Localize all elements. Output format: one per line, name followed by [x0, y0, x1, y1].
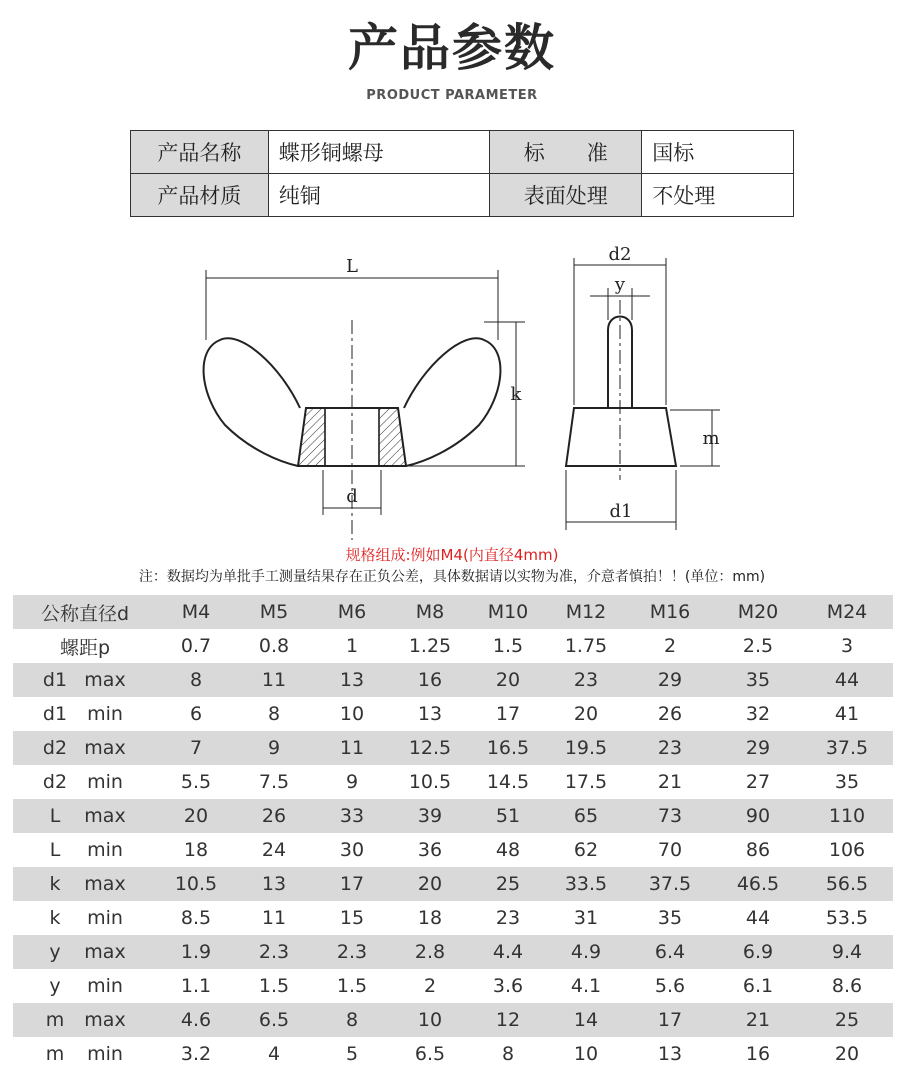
- spec-cell: 86: [715, 833, 801, 867]
- spec-cell: 12.5: [391, 731, 469, 765]
- spec-cell: 1: [313, 629, 391, 663]
- spec-cell: 6.5: [235, 1003, 313, 1037]
- dim-label-d2: d2: [608, 244, 632, 265]
- spec-row: [13, 1037, 893, 1071]
- spec-cell: 2.3: [235, 935, 313, 969]
- spec-col-header: M10: [469, 595, 547, 629]
- spec-cell: 10: [313, 697, 391, 731]
- spec-cell: 16: [391, 663, 469, 697]
- info-value-material: 纯铜: [268, 174, 490, 217]
- spec-cell: 4.9: [547, 935, 625, 969]
- spec-row-limit: max: [84, 1009, 126, 1031]
- spec-cell: 21: [715, 1003, 801, 1037]
- spec-cell: 18: [391, 901, 469, 935]
- spec-cell: 2: [391, 969, 469, 1003]
- spec-cell: 6.4: [625, 935, 715, 969]
- spec-col-header: M4: [157, 595, 235, 629]
- spec-col-header: M20: [715, 595, 801, 629]
- spec-row-param: d2: [42, 771, 68, 793]
- spec-cell: 32: [715, 697, 801, 731]
- spec-row: [13, 697, 893, 731]
- spec-cell: 30: [313, 833, 391, 867]
- spec-cell: 16: [715, 1037, 801, 1071]
- spec-row-limit: min: [87, 907, 123, 929]
- spec-cell: 53.5: [801, 901, 893, 935]
- spec-cell: 26: [235, 799, 313, 833]
- spec-row-label: [13, 765, 157, 799]
- spec-row: [13, 799, 893, 833]
- spec-cell: 5.5: [157, 765, 235, 799]
- spec-row-label: [13, 663, 157, 697]
- spec-cell: 39: [391, 799, 469, 833]
- spec-cell: 2: [625, 629, 715, 663]
- spec-cell: 23: [625, 731, 715, 765]
- spec-row-limit: min: [87, 703, 123, 725]
- spec-cell: 36: [391, 833, 469, 867]
- spec-row: [13, 935, 893, 969]
- spec-cell: 20: [547, 697, 625, 731]
- spec-cell: 17.5: [547, 765, 625, 799]
- spec-cell: 2.8: [391, 935, 469, 969]
- dim-label-L: L: [346, 256, 358, 277]
- spec-cell: 1.5: [313, 969, 391, 1003]
- spec-cell: 0.8: [235, 629, 313, 663]
- spec-cell: 6.5: [391, 1037, 469, 1071]
- spec-cell: 90: [715, 799, 801, 833]
- spec-row: [13, 833, 893, 867]
- spec-cell: 33.5: [547, 867, 625, 901]
- spec-cell: 24: [235, 833, 313, 867]
- spec-cell: 23: [547, 663, 625, 697]
- spec-cell: 27: [715, 765, 801, 799]
- spec-cell: 5.6: [625, 969, 715, 1003]
- spec-row-param: m: [45, 1009, 65, 1031]
- spec-row-label: [13, 969, 157, 1003]
- spec-cell: 1.5: [235, 969, 313, 1003]
- spec-row-limit: max: [84, 737, 126, 759]
- spec-cell: 44: [715, 901, 801, 935]
- spec-header-row: [13, 595, 893, 629]
- spec-cell: 44: [801, 663, 893, 697]
- dim-label-m: m: [702, 428, 720, 449]
- spec-cell: 35: [801, 765, 893, 799]
- spec-cell: 29: [625, 663, 715, 697]
- spec-cell: 1.5: [469, 629, 547, 663]
- spec-cell: 8: [235, 697, 313, 731]
- spec-row-param: y: [49, 975, 61, 997]
- spec-row-param: d2: [42, 737, 68, 759]
- spec-header-label: 公称直径d: [13, 595, 157, 629]
- spec-row-label: [13, 1037, 157, 1071]
- spec-cell: 20: [469, 663, 547, 697]
- spec-cell: 1.25: [391, 629, 469, 663]
- spec-cell: 1.9: [157, 935, 235, 969]
- spec-cell: 12: [469, 1003, 547, 1037]
- spec-cell: 29: [715, 731, 801, 765]
- spec-cell: 65: [547, 799, 625, 833]
- dim-label-k: k: [510, 384, 522, 405]
- info-label-name: 产品名称: [131, 131, 269, 174]
- spec-cell: 9: [235, 731, 313, 765]
- spec-cell: 13: [313, 663, 391, 697]
- spec-col-header: M24: [801, 595, 893, 629]
- spec-cell: 7: [157, 731, 235, 765]
- spec-cell: 110: [801, 799, 893, 833]
- spec-cell: 9: [313, 765, 391, 799]
- spec-cell: 8: [157, 663, 235, 697]
- spec-cell: 1.1: [157, 969, 235, 1003]
- spec-cell: 15: [313, 901, 391, 935]
- spec-cell: 10.5: [391, 765, 469, 799]
- spec-cell: 13: [235, 867, 313, 901]
- spec-cell: 16.5: [469, 731, 547, 765]
- page-subtitle: PRODUCT PARAMETER: [366, 88, 538, 103]
- spec-row-param: L: [49, 839, 61, 861]
- spec-cell: 9.4: [801, 935, 893, 969]
- spec-row-limit: max: [84, 941, 126, 963]
- spec-row-label: [13, 697, 157, 731]
- spec-col-header: M6: [313, 595, 391, 629]
- spec-cell: 20: [157, 799, 235, 833]
- spec-row-limit: max: [84, 669, 126, 691]
- spec-cell: 20: [391, 867, 469, 901]
- spec-cell: 73: [625, 799, 715, 833]
- spec-row-limit: min: [87, 771, 123, 793]
- spec-row: [13, 969, 893, 1003]
- spec-cell: 10: [547, 1037, 625, 1071]
- spec-row: [13, 765, 893, 799]
- spec-cell: 33: [313, 799, 391, 833]
- spec-cell: 4: [235, 1037, 313, 1071]
- spec-cell: 8.6: [801, 969, 893, 1003]
- spec-row-limit: min: [87, 1043, 123, 1065]
- spec-cell: 6.1: [715, 969, 801, 1003]
- spec-cell: 35: [625, 901, 715, 935]
- spec-cell: 21: [625, 765, 715, 799]
- spec-row-label: [13, 731, 157, 765]
- spec-cell: 70: [625, 833, 715, 867]
- spec-cell: 11: [235, 663, 313, 697]
- spec-row-limit: min: [87, 975, 123, 997]
- spec-cell: 4.4: [469, 935, 547, 969]
- spec-cell: 23: [469, 901, 547, 935]
- spec-cell: 6.9: [715, 935, 801, 969]
- dim-label-y: y: [614, 274, 626, 295]
- spec-row-label: [13, 1003, 157, 1037]
- spec-row: [13, 1003, 893, 1037]
- spec-cell: 17: [469, 697, 547, 731]
- spec-cell: 0.7: [157, 629, 235, 663]
- front-view: [204, 270, 525, 540]
- info-label-standard: 标 准: [490, 131, 642, 174]
- spec-row-label: [13, 799, 157, 833]
- spec-cell: 10.5: [157, 867, 235, 901]
- spec-cell: 7.5: [235, 765, 313, 799]
- spec-example-note: 规格组成:例如M4(内直径4mm): [345, 546, 559, 564]
- spec-cell: 25: [469, 867, 547, 901]
- spec-row-param: d1: [42, 669, 68, 691]
- spec-cell: 5: [313, 1037, 391, 1071]
- dim-label-d: d: [346, 486, 358, 507]
- spec-cell: 19.5: [547, 731, 625, 765]
- spec-cell: 25: [801, 1003, 893, 1037]
- spec-row: [13, 663, 893, 697]
- spec-cell: 62: [547, 833, 625, 867]
- spec-row: [13, 629, 893, 663]
- spec-col-header: M16: [625, 595, 715, 629]
- spec-cell: 46.5: [715, 867, 801, 901]
- spec-row-label: [13, 935, 157, 969]
- spec-cell: 11: [235, 901, 313, 935]
- spec-cell: 2.5: [715, 629, 801, 663]
- spec-row-limit: max: [84, 873, 126, 895]
- info-value-name: 蝶形铜螺母: [268, 131, 490, 174]
- spec-col-header: M8: [391, 595, 469, 629]
- spec-cell: 4.1: [547, 969, 625, 1003]
- dim-label-d1: d1: [609, 501, 633, 522]
- spec-cell: 8: [313, 1003, 391, 1037]
- spec-cell: 2.3: [313, 935, 391, 969]
- spec-cell: 6: [157, 697, 235, 731]
- spec-row-param: L: [49, 805, 61, 827]
- spec-cell: 35: [715, 663, 801, 697]
- page-title: 产品参数: [348, 19, 556, 77]
- spec-cell: 11: [313, 731, 391, 765]
- spec-row-param: y: [49, 941, 61, 963]
- spec-cell: 8: [469, 1037, 547, 1071]
- info-label-material: 产品材质: [131, 174, 269, 217]
- spec-cell: 3: [801, 629, 893, 663]
- spec-row-label: [13, 867, 157, 901]
- spec-cell: 17: [625, 1003, 715, 1037]
- spec-row-label: 螺距p: [13, 629, 157, 663]
- spec-cell: 3.2: [157, 1037, 235, 1071]
- spec-cell: 17: [313, 867, 391, 901]
- spec-row-param: k: [49, 907, 61, 929]
- spec-row-param: d1: [42, 703, 68, 725]
- spec-row-limit: max: [84, 805, 126, 827]
- spec-table: [13, 595, 893, 1071]
- spec-cell: 37.5: [625, 867, 715, 901]
- spec-cell: 10: [391, 1003, 469, 1037]
- info-value-standard: 国标: [642, 131, 794, 174]
- measurement-disclaimer: 注：数据均为单批手工测量结果存在正负公差，具体数据请以实物为准，介意者慎拍！！(单位：mm): [138, 569, 766, 585]
- info-value-surface: 不处理: [642, 174, 794, 217]
- spec-row: [13, 867, 893, 901]
- spec-cell: 41: [801, 697, 893, 731]
- spec-cell: 56.5: [801, 867, 893, 901]
- spec-col-header: M5: [235, 595, 313, 629]
- spec-cell: 14.5: [469, 765, 547, 799]
- spec-cell: 3.6: [469, 969, 547, 1003]
- spec-col-header: M12: [547, 595, 625, 629]
- spec-cell: 26: [625, 697, 715, 731]
- spec-cell: 18: [157, 833, 235, 867]
- spec-row-label: [13, 901, 157, 935]
- spec-cell: 31: [547, 901, 625, 935]
- spec-row-param: m: [45, 1043, 65, 1065]
- spec-cell: 13: [391, 697, 469, 731]
- spec-cell: 4.6: [157, 1003, 235, 1037]
- spec-row-label: [13, 833, 157, 867]
- spec-row-param: k: [49, 873, 61, 895]
- spec-cell: 48: [469, 833, 547, 867]
- spec-row: [13, 731, 893, 765]
- spec-row-limit: min: [87, 839, 123, 861]
- spec-row: [13, 901, 893, 935]
- spec-cell: 51: [469, 799, 547, 833]
- spec-cell: 14: [547, 1003, 625, 1037]
- spec-cell: 1.75: [547, 629, 625, 663]
- spec-cell: 37.5: [801, 731, 893, 765]
- spec-cell: 8.5: [157, 901, 235, 935]
- spec-cell: 13: [625, 1037, 715, 1071]
- spec-cell: 106: [801, 833, 893, 867]
- info-label-surface: 表面处理: [490, 174, 642, 217]
- side-view: [566, 258, 720, 530]
- spec-cell: 20: [801, 1037, 893, 1071]
